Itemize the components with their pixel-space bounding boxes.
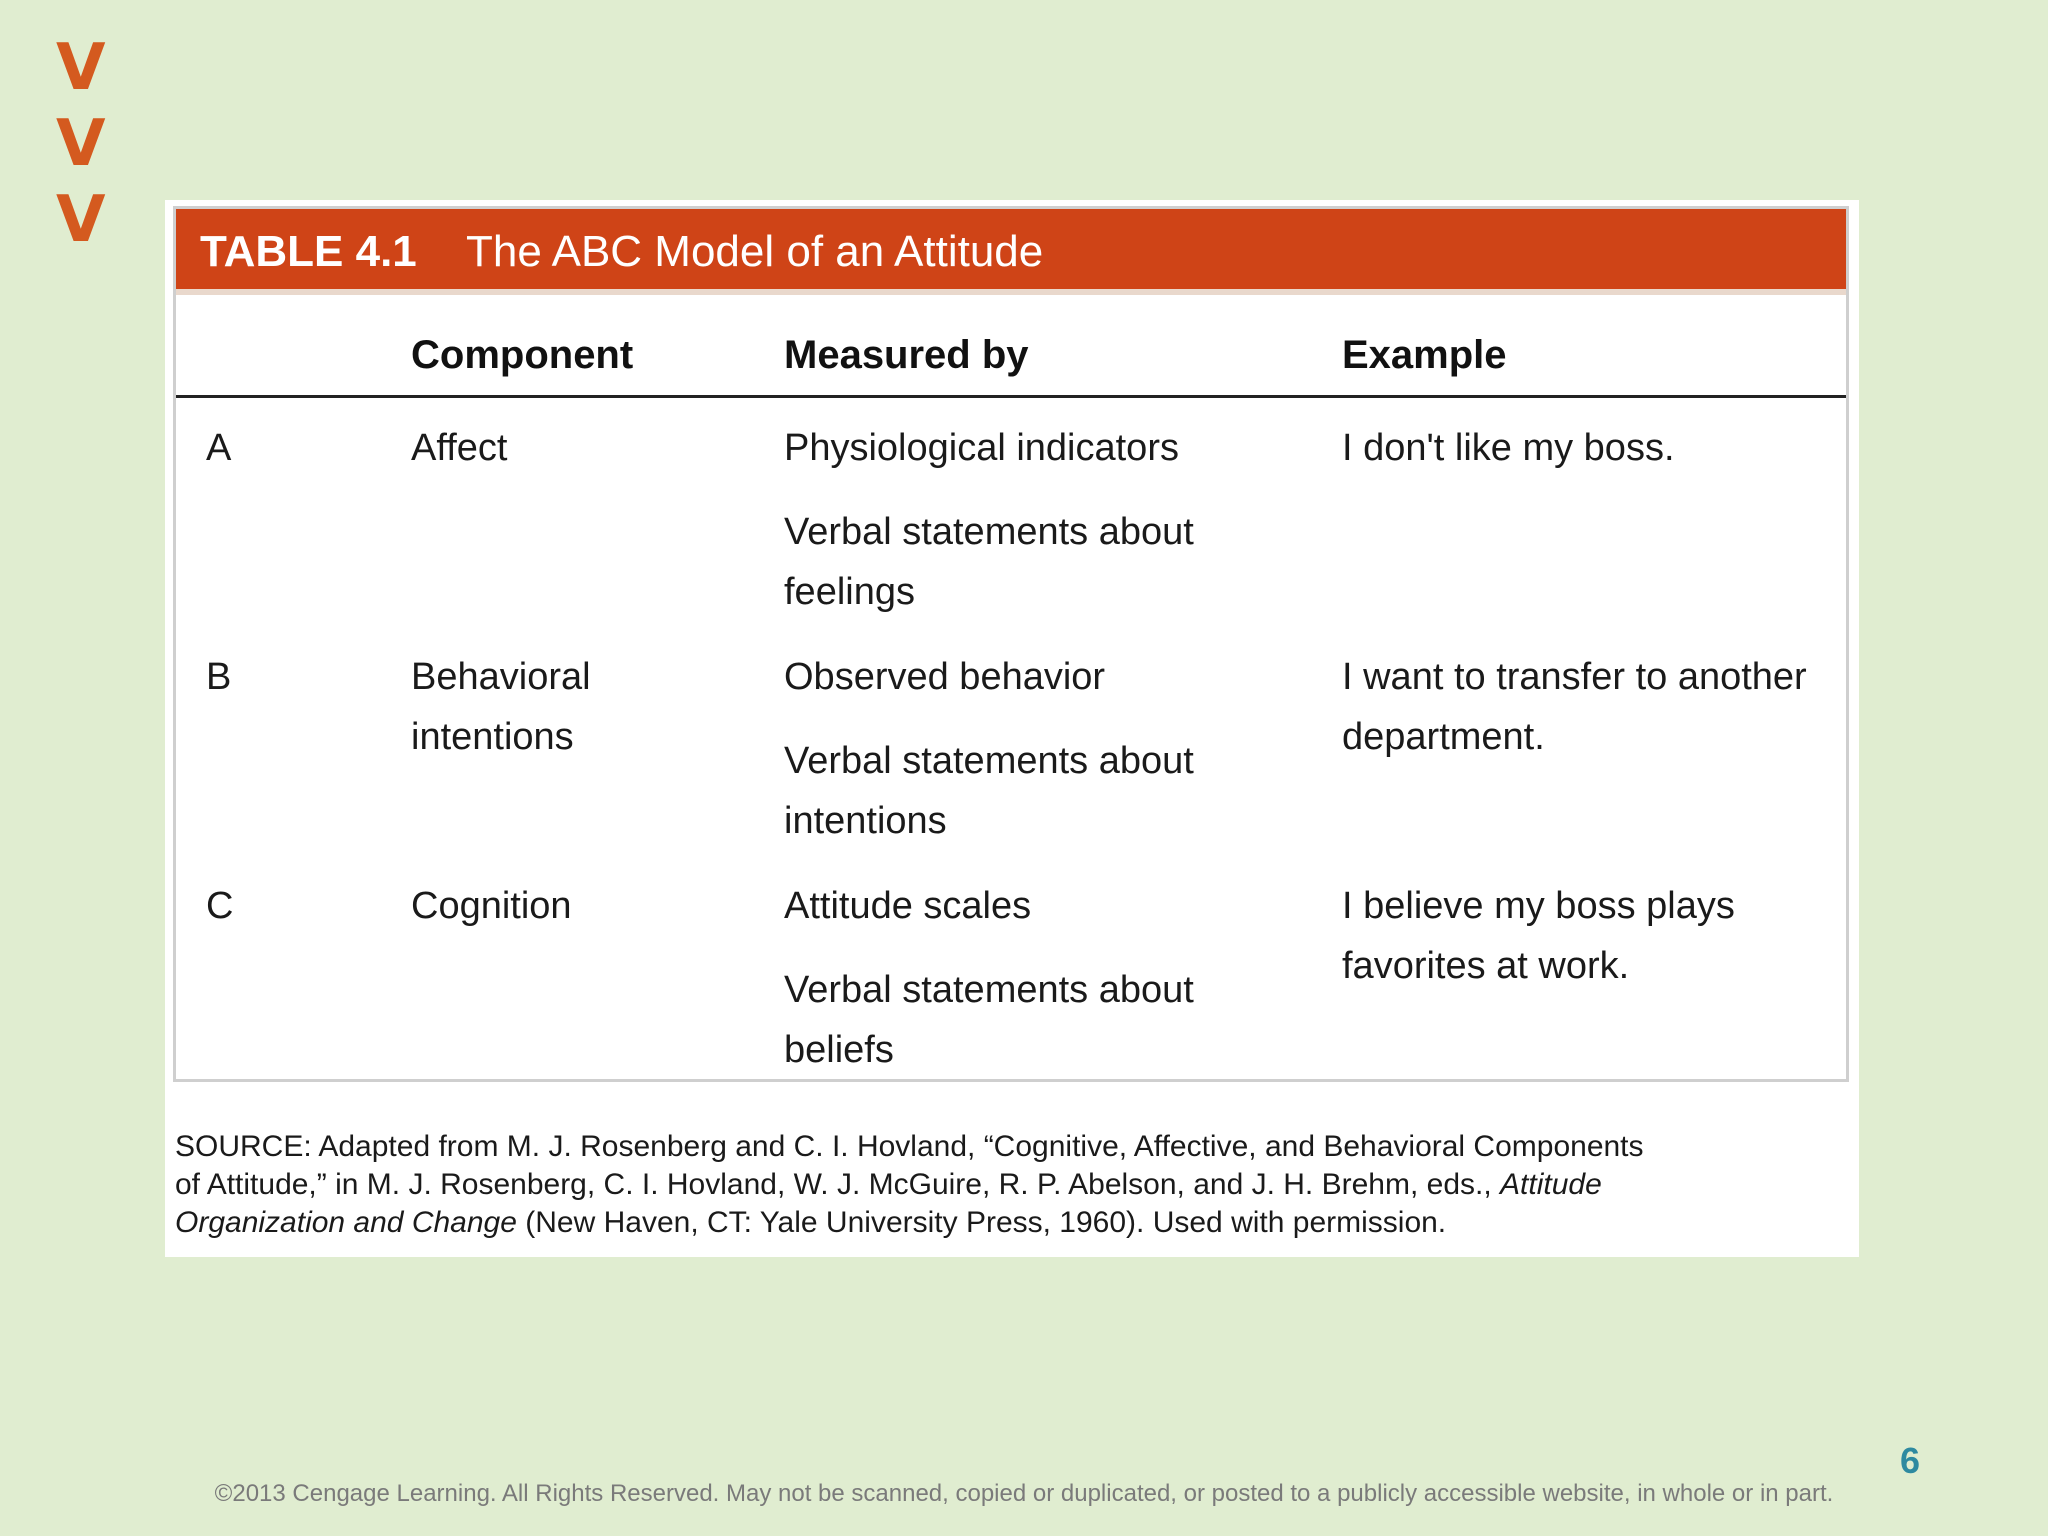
row-b-component-line2: intentions [411, 716, 574, 758]
row-a-example: I don't like my boss. [1342, 427, 1675, 469]
row-key-b: B [206, 656, 232, 698]
row-c-example-line2: favorites at work. [1342, 945, 1630, 987]
copyright-footer: ©2013 Cengage Learning. All Rights Reserved. May not be scanned, copied or duplicated, or posted to a publicly accessible website, in whole or in part. [214, 1480, 1834, 1507]
table-title-bar [176, 209, 1846, 295]
row-b-measure-1: Observed behavior [784, 656, 1106, 698]
row-a-measure-1: Physiological indicators [784, 427, 1179, 469]
row-c-measure-2-line2: beliefs [784, 1029, 894, 1071]
table-number: TABLE 4.1 [200, 227, 417, 276]
source-line-3 [175, 1204, 1835, 1242]
source-book-title-part1: Attitude [1500, 1168, 1602, 1201]
header-component: Component [411, 333, 634, 377]
row-b-measure-2-line2: intentions [784, 800, 947, 842]
chevron-down-icon: V [56, 183, 106, 257]
source-line-2 [175, 1166, 1835, 1204]
row-c-example-line1: I believe my boss plays [1342, 885, 1735, 927]
source-citation [175, 1128, 1835, 1242]
chevron-down-icon: V [56, 31, 106, 105]
table-title: The ABC Model of an Attitude [466, 227, 1044, 276]
header-divider [176, 395, 1846, 398]
source-book-title-part2: Organization and Change [175, 1206, 517, 1239]
row-b-example-line1: I want to transfer to another [1342, 656, 1807, 698]
row-b-component-line1: Behavioral [411, 656, 591, 698]
row-a-measure-2-line1: Verbal statements about [784, 511, 1194, 553]
row-key-a: A [206, 427, 232, 469]
row-key-c: C [206, 885, 234, 927]
row-c-component: Cognition [411, 885, 572, 927]
row-c-measure-2-line1: Verbal statements about [784, 969, 1194, 1011]
decorative-chevrons [56, 30, 104, 258]
source-line-1: SOURCE: Adapted from M. J. Rosenberg and C. I. Hovland, “Cognitive, Affective, and Behavioral Components [175, 1130, 1644, 1163]
page-number: 6 [1900, 1440, 1921, 1481]
source-line-2-text: of Attitude,” in M. J. Rosenberg, C. I. Hovland, W. J. McGuire, R. P. Abelson, and J. H. Brehm, eds., [175, 1168, 1501, 1201]
chevron-down-icon: V [56, 107, 106, 181]
header-example: Example [1342, 333, 1507, 377]
header-measured-by: Measured by [784, 333, 1029, 377]
row-b-example-line2: department. [1342, 716, 1545, 758]
abc-table [173, 206, 1849, 1082]
row-a-measure-2-line2: feelings [784, 571, 915, 613]
table-card [165, 200, 1859, 1257]
source-line-3-text: (New Haven, CT: Yale University Press, 1960). Used with permission. [516, 1206, 1447, 1239]
row-c-measure-1: Attitude scales [784, 885, 1032, 927]
row-b-measure-2-line1: Verbal statements about [784, 740, 1194, 782]
row-a-component: Affect [411, 427, 508, 469]
